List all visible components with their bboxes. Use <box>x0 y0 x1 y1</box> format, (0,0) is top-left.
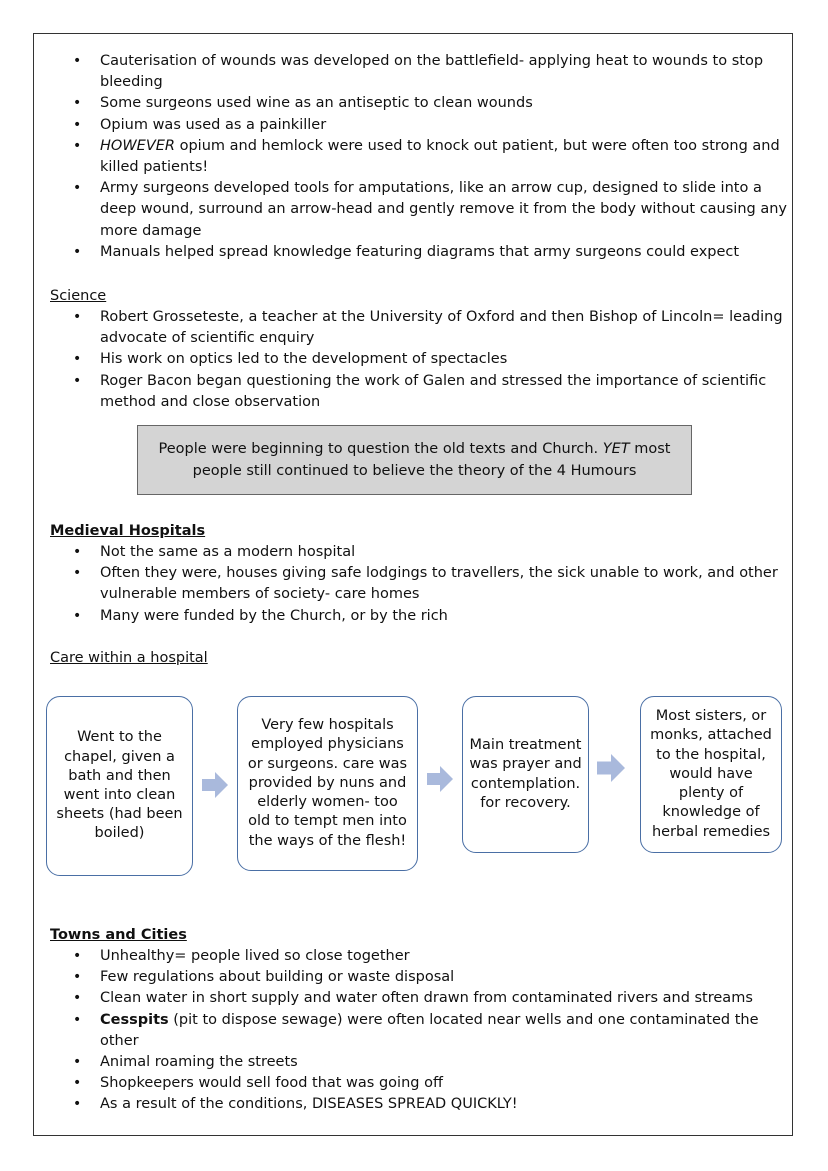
list-item: • Cauterisation of wounds was developed on the battlefield- applying heat to wounds to stop bleeding <box>0 51 790 93</box>
care-step-text: Main treatment was prayer and contemplation. for recovery. <box>469 737 582 811</box>
list-item: • Shopkeepers would sell food that was going off <box>0 1073 790 1094</box>
list-item: • Clean water in short supply and water often drawn from contaminated rivers and streams <box>0 988 790 1009</box>
hospitals-heading: Medieval Hospitals <box>50 523 206 539</box>
towns-heading: Towns and Cities <box>50 927 187 943</box>
towns-list <box>0 946 828 1116</box>
care-step-text: Went to the chapel, given a bath and then went into clean sheets (had been boiled) <box>56 729 183 842</box>
arrow-right-icon <box>595 754 627 782</box>
list-item: • His work on optics led to the development of spectacles <box>0 349 790 370</box>
care-step-box <box>46 696 193 876</box>
list-item <box>0 1010 790 1052</box>
arrow-right-icon <box>427 766 453 792</box>
care-heading: Care within a hospital <box>50 650 208 666</box>
list-item: • Many were funded by the Church, or by the rich <box>0 606 790 627</box>
list-item: • Opium was used as a painkiller <box>0 115 790 136</box>
list-item-text: opium and hemlock were used to knock out patient, but were often too strong and killed patients! <box>100 137 780 176</box>
list-item: • Not the same as a modern hospital <box>0 542 790 563</box>
care-step-box <box>640 696 782 853</box>
science-heading: Science <box>50 288 107 304</box>
callout-box <box>137 425 692 495</box>
care-step-box <box>237 696 418 871</box>
list-item <box>0 136 790 178</box>
list-item: • Few regulations about building or waste disposal <box>0 967 790 988</box>
care-step-text: Most sisters, or monks, attached to the hospital, would have plenty of knowledge of herbal remedies <box>650 708 772 840</box>
list-item: • Manuals helped spread knowledge featuring diagrams that army surgeons could expect <box>0 242 790 263</box>
callout-text <box>158 438 671 482</box>
list-item: • Animal roaming the streets <box>0 1052 790 1073</box>
battlefield-list <box>0 51 828 263</box>
list-item: • Roger Bacon began questioning the work of Galen and stressed the importance of scientific method and close observation <box>0 371 790 413</box>
hospitals-list <box>0 542 828 627</box>
list-item: • Unhealthy= people lived so close together <box>0 946 790 967</box>
callout-yet: YET <box>602 441 630 457</box>
cesspits-label: Cesspits <box>100 1011 169 1028</box>
list-item: • Robert Grosseteste, a teacher at the University of Oxford and then Bishop of Lincoln= leading advocate of scientific enquiry <box>0 307 790 349</box>
arrow-right-icon <box>202 772 228 798</box>
science-list <box>0 307 828 413</box>
care-step-box <box>462 696 589 853</box>
list-item: • Often they were, houses giving safe lodgings to travellers, the sick unable to work, and other vulnerable members of society- care homes <box>0 563 790 605</box>
care-step-text: Very few hospitals employed physicians or surgeons. care was provided by nuns and elderly women- too old to tempt men into the ways of the flesh! <box>247 717 408 849</box>
list-item: • Some surgeons used wine as an antiseptic to clean wounds <box>0 93 790 114</box>
list-item-text: (pit to dispose sewage) were often located near wells and one contaminated the other <box>100 1011 759 1049</box>
however-emphasis: HOWEVER <box>100 137 175 154</box>
callout-text-part: People were beginning to question the old texts and Church. <box>158 441 603 457</box>
callout-text-part: most people still continued to believe the theory of the 4 Humours <box>192 441 671 479</box>
list-item: • As a result of the conditions, DISEASES SPREAD QUICKLY! <box>0 1094 790 1115</box>
list-item: • Army surgeons developed tools for amputations, like an arrow cup, designed to slide into a deep wound, surround an arrow-head and gently remove it from the body without causing any more damage <box>0 178 790 242</box>
